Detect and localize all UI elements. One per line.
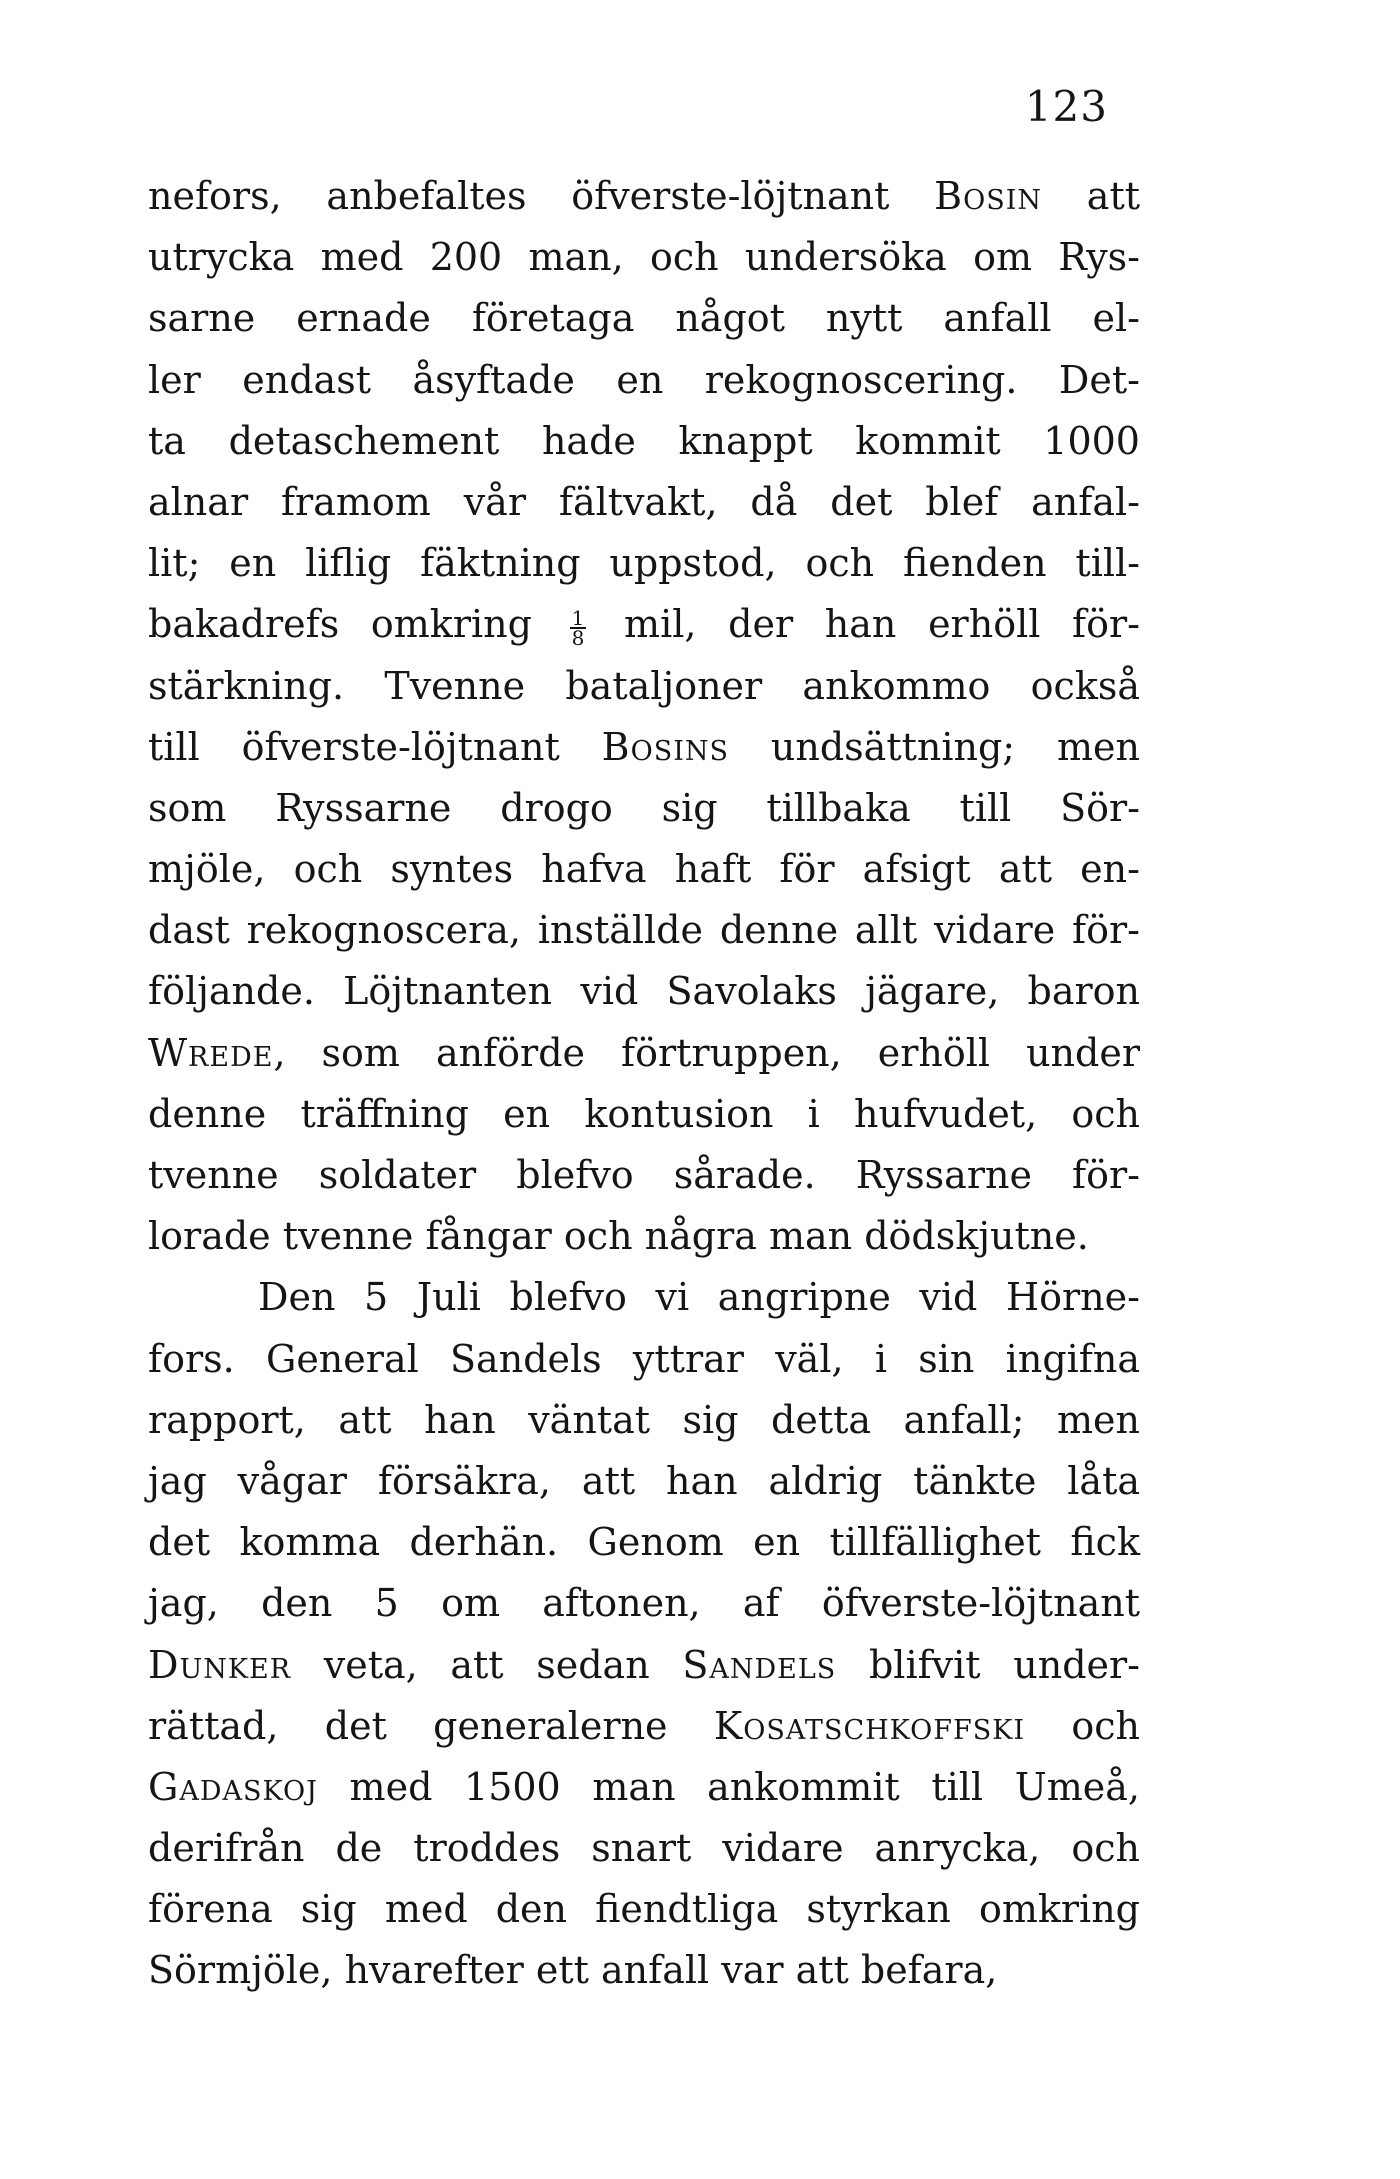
text-line: förena sig med den fiendtliga styrkan omkring [148, 1887, 1140, 1932]
text-line: följande. Löjtnanten vid Savolaks jägare, baron [148, 969, 1140, 1014]
text-line: som Ryssarne drogo sig tillbaka till Sör- [148, 785, 1140, 830]
small-caps-name: Bosins [601, 724, 729, 769]
text-line: Dunker veta, att sedan Sandels blifvit under- [148, 1642, 1141, 1687]
fraction: $\frac{1}{8}$ [571, 605, 585, 650]
small-caps-name: Dunker [148, 1642, 292, 1687]
text-line: derifrån de troddes snart vidare anrycka, och [148, 1826, 1140, 1871]
text-line: jag, den 5 om aftonen, af öfverste-löjtnant [148, 1581, 1140, 1626]
text-line: sarne ernade företaga något nytt anfall el- [148, 296, 1140, 341]
text-line: stärkning. Tvenne bataljoner ankommo också [148, 663, 1140, 708]
text-line: ler endast åsyftade en rekognoscering. Det- [148, 357, 1140, 402]
text-line: rapport, att han väntat sig detta anfall; men [148, 1397, 1140, 1442]
text-line: jag vågar försäkra, att han aldrig tänkte låta [148, 1458, 1140, 1503]
text-line: dast rekognoscera, inställde denne allt vidare för- [148, 908, 1140, 953]
text-line: det komma derhän. Genom en tillfällighet fick [148, 1520, 1140, 1565]
small-caps-name: Kosatschkoffski [713, 1703, 1026, 1748]
text-body [148, 166, 1140, 2002]
small-caps-name: Sandels [682, 1642, 837, 1687]
text-line: ta detaschement hade knappt kommit 1000 [148, 418, 1140, 463]
text-line: lit; en liflig fäktning uppstod, och fienden till- [148, 541, 1140, 586]
text-line: Den 5 Juli blefvo vi angripne vid Hörne- [258, 1275, 1140, 1320]
text-line: Gadaskoj med 1500 man ankommit till Umeå, [148, 1764, 1140, 1809]
text-line: denne träffning en kontusion i hufvudet, och [148, 1091, 1140, 1136]
small-caps-name: Bosin [934, 174, 1043, 218]
page-number: 123 [1024, 82, 1108, 131]
text-line: bakadrefs omkring $\frac{1}{8}$ mil, der han erhöll för- [148, 602, 1141, 650]
text-line: utrycka med 200 man, och undersöka om Rys- [148, 235, 1140, 280]
text-line: nefors, anbefaltes öfverste-löjtnant Bosin att [148, 174, 1140, 218]
text-line: alnar framom vår fältvakt, då det blef anfal- [148, 479, 1140, 524]
text-line: till öfverste-löjtnant Bosins undsättning; men [148, 724, 1140, 769]
text-line: mjöle, och syntes hafva haft för afsigt att en- [148, 847, 1140, 892]
small-caps-name: Wrede [148, 1030, 274, 1075]
text-line: tvenne soldater blefvo sårade. Ryssarne för- [148, 1153, 1140, 1197]
text-line: lorade tvenne fångar och några man dödskjutne. [148, 1214, 1089, 1259]
text-line: Sörmjöle, hvarefter ett anfall var att befara, [148, 1948, 998, 1993]
small-caps-name: Gadaskoj [148, 1764, 318, 1809]
text-line: fors. General Sandels yttrar väl, i sin ingifna [148, 1336, 1140, 1381]
text-line: rättad, det generalerne Kosatschkoffski och [148, 1703, 1141, 1748]
text-line: Wrede, som anförde förtruppen, erhöll under [148, 1030, 1140, 1075]
